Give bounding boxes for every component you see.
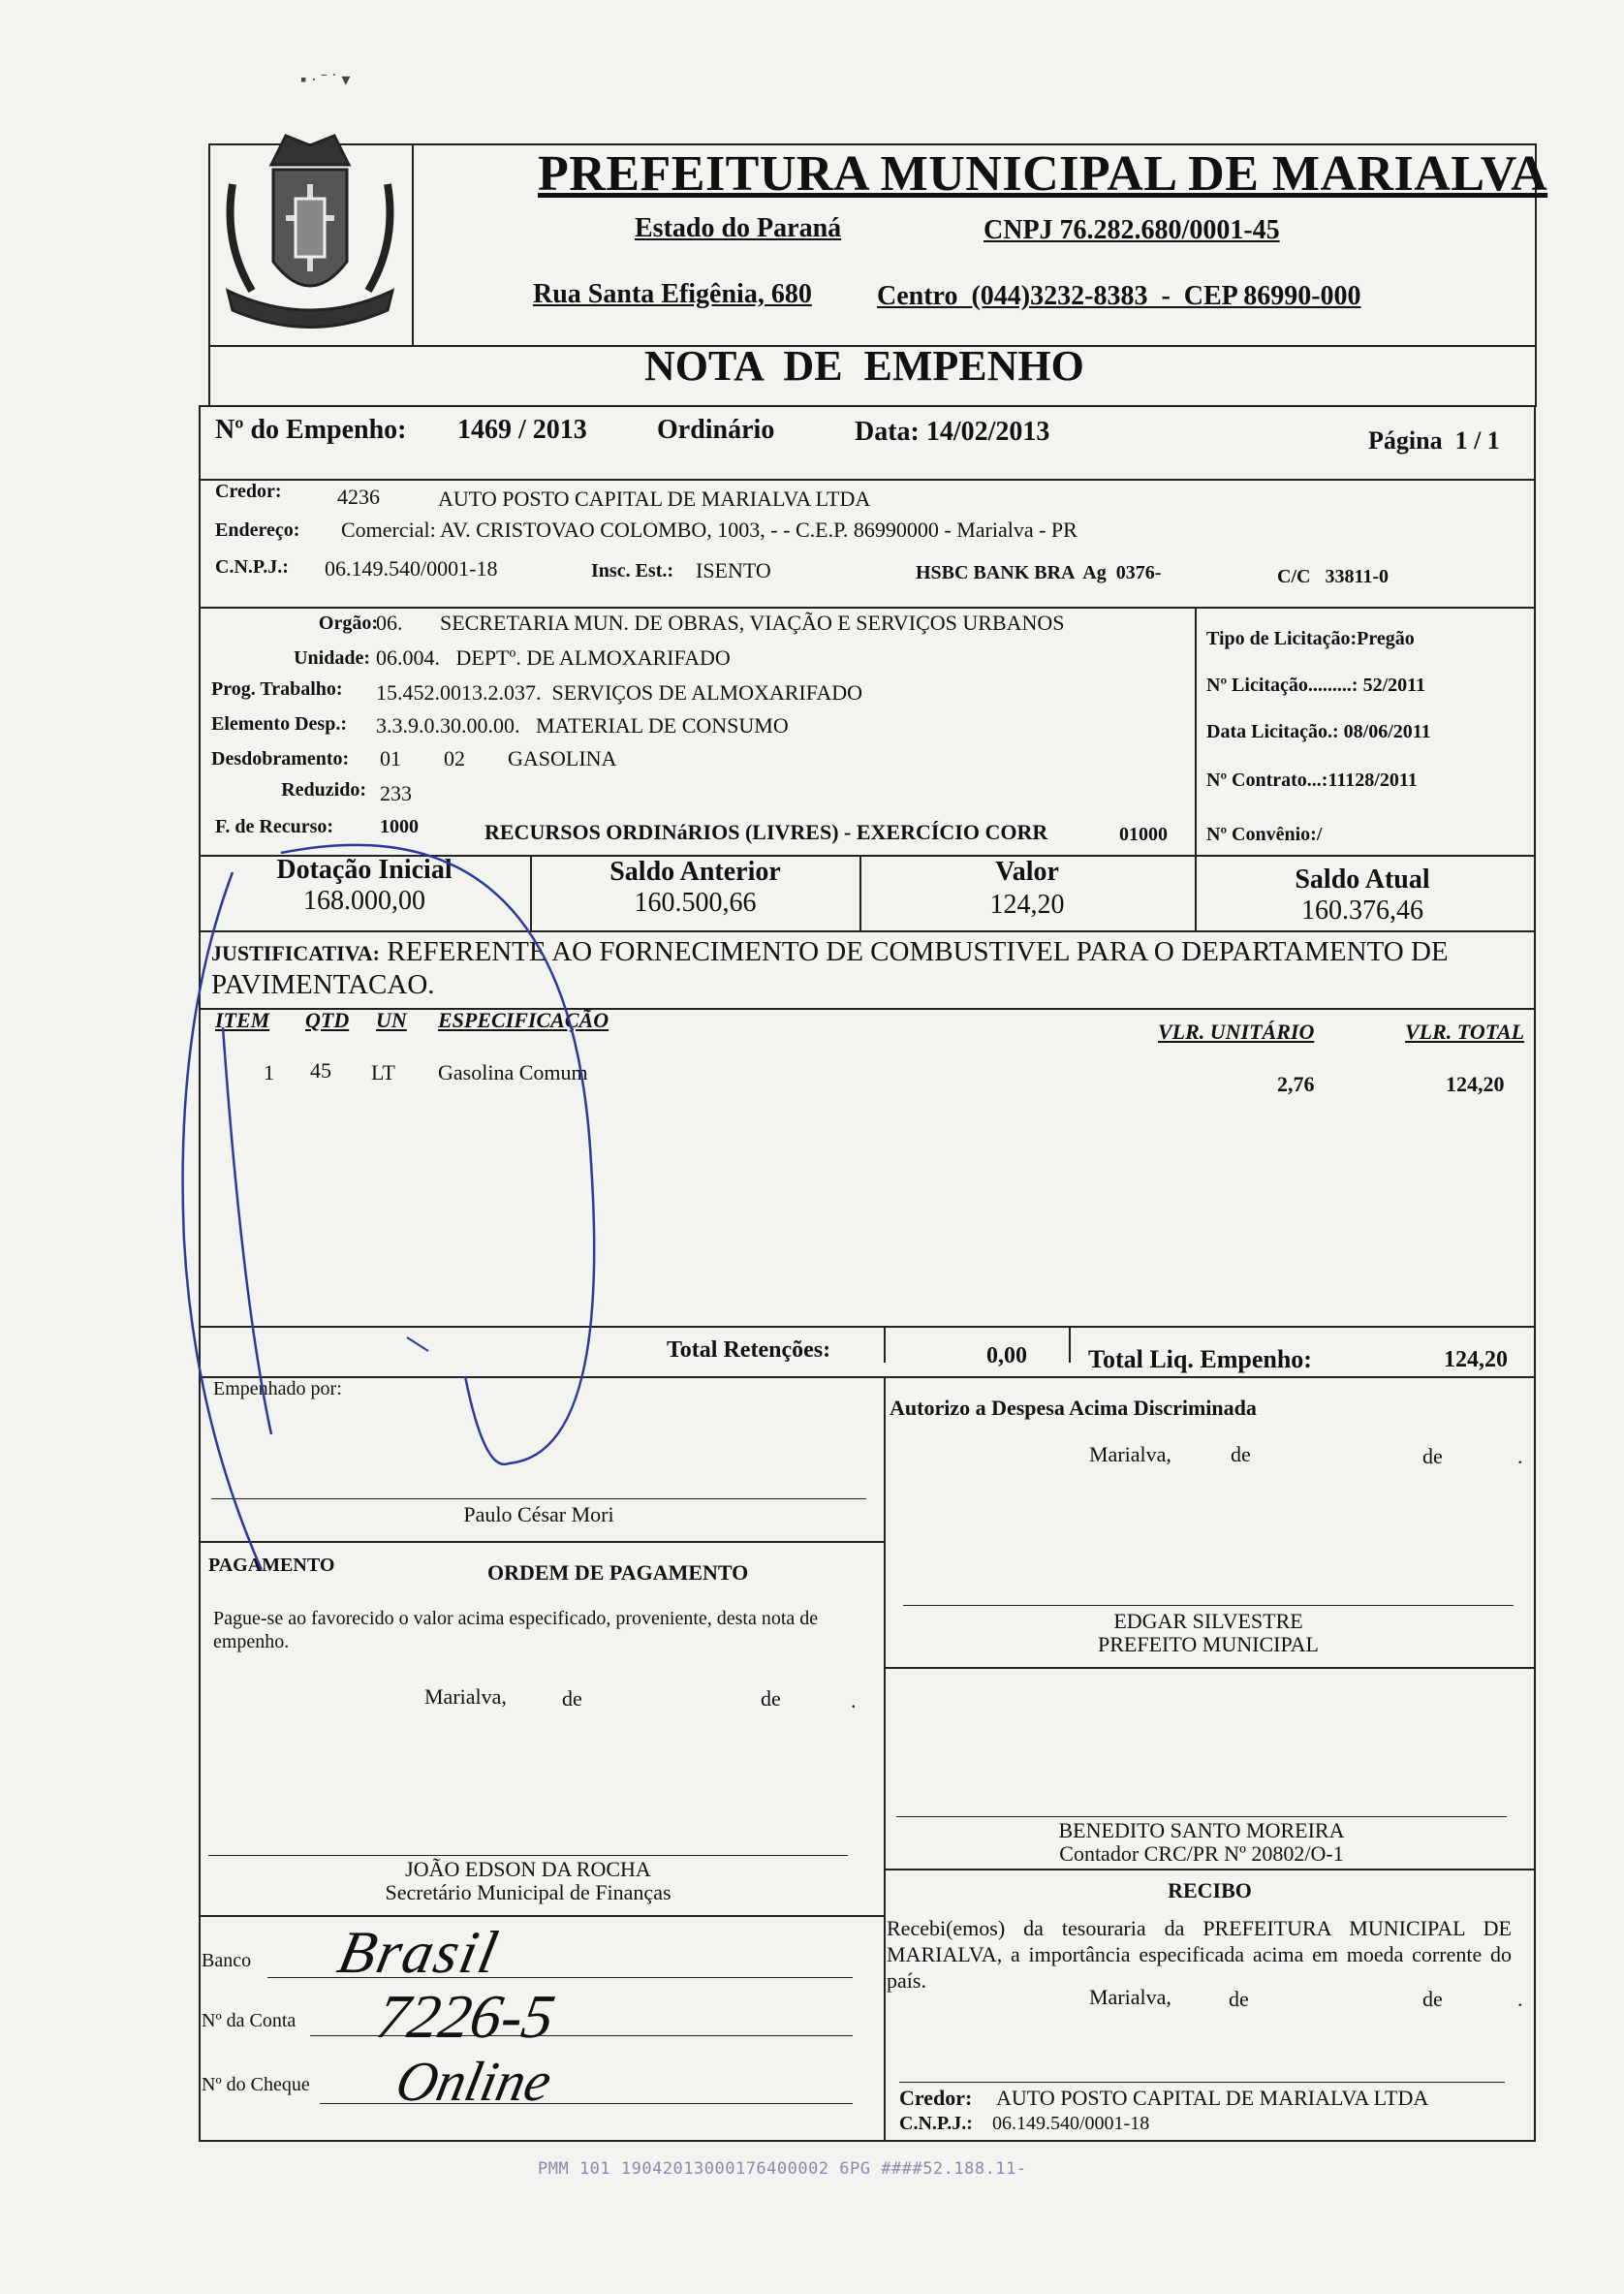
credor-address: Comercial: AV. CRISTOVAO COLOMBO, 1003, - - C.E.P. 86990000 - Marialva - PR: [341, 518, 1077, 542]
justificativa-text: REFERENTE AO FORNECIMENTO DE COMBUSTIVEL PARA O DEPARTAMENTO DE PAVIMENTACAO.: [211, 936, 1449, 1000]
recibo-cnpj-label: C.N.P.J.:: [899, 2113, 973, 2134]
prog-label: Prog. Trabalho:: [211, 678, 343, 700]
recurso-num: 01000: [1119, 824, 1168, 845]
pagamento-dot: .: [851, 1688, 857, 1713]
item-unit-price: 2,76: [1277, 1072, 1315, 1096]
credor-insc: ISENTO: [696, 558, 771, 582]
valor-value: 124,20: [989, 890, 1065, 920]
page-number: Página 1 / 1: [1368, 426, 1500, 455]
dotacao-value: 168.000,00: [303, 886, 425, 916]
municipality-contact: Centro (044)3232-8383 - CEP 86990-000: [877, 281, 1361, 311]
credor-name: AUTO POSTO CAPITAL DE MARIALVA LTDA: [438, 487, 871, 511]
cheque-label: Nº do Cheque: [202, 2074, 310, 2095]
credor-cnpj-label: C.N.P.J.:: [215, 556, 289, 578]
credor-insc-label: Insc. Est.:: [591, 560, 674, 581]
recibo-cnpj: 06.149.540/0001-18: [992, 2113, 1150, 2134]
numero-licitacao: Nº Licitação.........: 52/2011: [1206, 675, 1426, 696]
col-header-unit: VLR. UNITÁRIO: [1158, 1020, 1315, 1044]
empenhado-label: Empenhado por:: [213, 1378, 342, 1399]
credor-address-label: Endereço:: [215, 519, 300, 541]
credor-code: 4236: [337, 485, 380, 509]
recurso-code: 1000: [380, 816, 419, 837]
empenho-label: Nº do Empenho:: [215, 415, 407, 445]
autorizo-place: Marialva,: [1089, 1442, 1171, 1466]
data-licitacao: Data Licitação.: 08/06/2011: [1206, 721, 1431, 742]
pagamento-place: Marialva,: [424, 1684, 507, 1709]
ordem-pagamento-title: ORDEM DE PAGAMENTO: [487, 1560, 749, 1585]
recibo-place: Marialva,: [1089, 1985, 1171, 2009]
autorizo-title: Autorizo a Despesa Acima Discriminada: [890, 1396, 1257, 1420]
autorizo-dot: .: [1517, 1444, 1523, 1468]
recibo-de1: de: [1229, 1987, 1249, 2011]
orgao-label: Orgão:: [318, 613, 378, 634]
tipo-licitacao: Tipo de Licitação:Pregão: [1206, 628, 1415, 649]
orgao-value: 06. SECRETARIA MUN. DE OBRAS, VIAÇÃO E SERVIÇOS URBANOS: [376, 611, 1065, 635]
unidade-value: 06.004. DEPTº. DE ALMOXARIFADO: [376, 645, 731, 670]
autorizo-de2: de: [1422, 1444, 1443, 1468]
municipality-address: Rua Santa Efigênia, 680: [533, 279, 812, 309]
recurso-label: F. de Recurso:: [215, 816, 334, 837]
pagamento-text: Pague-se ao favorecido o valor acima especificado, proveniente, desta nota de empenho.: [213, 1608, 819, 1652]
prog-value: 15.452.0013.2.037. SERVIÇOS DE ALMOXARIFADO: [376, 680, 863, 705]
secretario-name: JOÃO EDSON DA ROCHA: [405, 1857, 651, 1881]
col-header-spec: ESPECIFICAÇÃO: [438, 1008, 609, 1032]
valor-label: Valor: [995, 857, 1059, 887]
dotacao-label: Dotação Inicial: [276, 855, 453, 885]
elemento-label: Elemento Desp.:: [211, 713, 347, 735]
reduzido-value: 233: [380, 781, 412, 805]
empenho-number: 1469 / 2013: [457, 415, 587, 445]
coat-of-arms-logo: [213, 126, 407, 344]
banco-label: Banco: [202, 1950, 252, 1971]
item-number: 1: [264, 1060, 274, 1084]
conta-label: Nº da Conta: [202, 2010, 297, 2031]
justificativa-label: JUSTIFICATIVA:: [211, 941, 381, 965]
autorizo-de1: de: [1231, 1442, 1251, 1466]
contador-name: BENEDITO SANTO MOREIRA: [1058, 1818, 1345, 1842]
pagamento-label: PAGAMENTO: [208, 1555, 335, 1576]
cheque-handwritten: Online: [390, 2050, 557, 2113]
unidade-label: Unidade:: [294, 647, 370, 669]
numero-contrato: Nº Contrato...:11128/2011: [1206, 770, 1418, 791]
col-header-un: UN: [376, 1008, 407, 1032]
recibo-credor-label: Credor:: [899, 2086, 973, 2110]
saldo-atual-label: Saldo Atual: [1295, 864, 1430, 895]
numero-convenio: Nº Convênio:/: [1206, 824, 1323, 845]
municipality-title: PREFEITURA MUNICIPAL DE MARIALVA: [538, 146, 1548, 202]
recibo-de2: de: [1422, 1987, 1443, 2011]
saldo-anterior-value: 160.500,66: [634, 888, 757, 918]
col-header-qtd: QTD: [305, 1008, 350, 1032]
corner-mark: ▪ · ˉ ˙ ▾: [300, 70, 351, 89]
desdobramento-value: 01 02 GASOLINA: [380, 746, 617, 770]
total-retencoes-value: 0,00: [986, 1343, 1027, 1368]
credor-label: Credor:: [215, 481, 282, 502]
recibo-title: RECIBO: [1168, 1878, 1252, 1902]
total-liquido-value: 124,20: [1444, 1347, 1508, 1372]
item-spec: Gasolina Comum: [438, 1060, 588, 1084]
recibo-dot: .: [1517, 1987, 1523, 2011]
recibo-credor: AUTO POSTO CAPITAL DE MARIALVA LTDA: [996, 2086, 1429, 2110]
item-qtd: 45: [310, 1058, 331, 1083]
total-liquido-label: Total Liq. Empenho:: [1088, 1345, 1312, 1373]
item-total: 124,20: [1446, 1072, 1505, 1096]
item-un: LT: [371, 1060, 395, 1084]
pagamento-de2: de: [761, 1686, 781, 1711]
reduzido-label: Reduzido:: [281, 779, 366, 801]
empenho-type: Ordinário: [657, 415, 775, 445]
pen-scribble-mark: [165, 833, 630, 1589]
conta-handwritten: 7226-5: [371, 1982, 560, 2051]
col-header-total: VLR. TOTAL: [1405, 1020, 1525, 1044]
prefeito-role: PREFEITO MUNICIPAL: [1098, 1632, 1319, 1656]
secretario-role: Secretário Municipal de Finanças: [385, 1880, 671, 1904]
contador-role: Contador CRC/PR Nº 20802/O-1: [1059, 1841, 1344, 1866]
saldo-atual-value: 160.376,46: [1301, 896, 1423, 926]
elemento-value: 3.3.9.0.30.00.00. MATERIAL DE CONSUMO: [376, 713, 789, 738]
credor-cnpj: 06.149.540/0001-18: [325, 556, 498, 581]
banco-handwritten: Brasil: [331, 1920, 505, 1986]
empenhado-name: Paulo César Mori: [463, 1502, 614, 1526]
credor-account: C/C 33811-0: [1277, 566, 1389, 587]
municipality-cnpj: CNPJ 76.282.680/0001-45: [984, 215, 1280, 245]
col-header-item: ITEM: [215, 1008, 270, 1032]
recurso-desc: RECURSOS ORDINáRIOS (LIVRES) - EXERCÍCIO CORR: [484, 820, 1048, 844]
pagamento-de1: de: [562, 1686, 582, 1711]
state-name: Estado do Paraná: [635, 213, 842, 243]
total-retencoes-label: Total Retenções:: [667, 1337, 831, 1363]
saldo-anterior-label: Saldo Anterior: [609, 857, 781, 887]
doc-title: NOTA DE EMPENHO: [644, 342, 1084, 390]
recibo-text: Recebi(emos) da tesouraria da PREFEITURA MUNICIPAL DE MARIALVA, a importância especificada acima em moeda corrente do país.: [887, 1916, 1512, 1993]
prefeito-name: EDGAR SILVESTRE: [1113, 1609, 1303, 1633]
desdobramento-label: Desdobramento:: [211, 748, 350, 770]
empenho-date: Data: 14/02/2013: [855, 417, 1050, 447]
footer-stamp: PMM 101 19042013000176400002 6PG ####52.188.11-: [538, 2159, 1027, 2179]
credor-bank: HSBC BANK BRA Ag 0376-: [916, 562, 1162, 583]
